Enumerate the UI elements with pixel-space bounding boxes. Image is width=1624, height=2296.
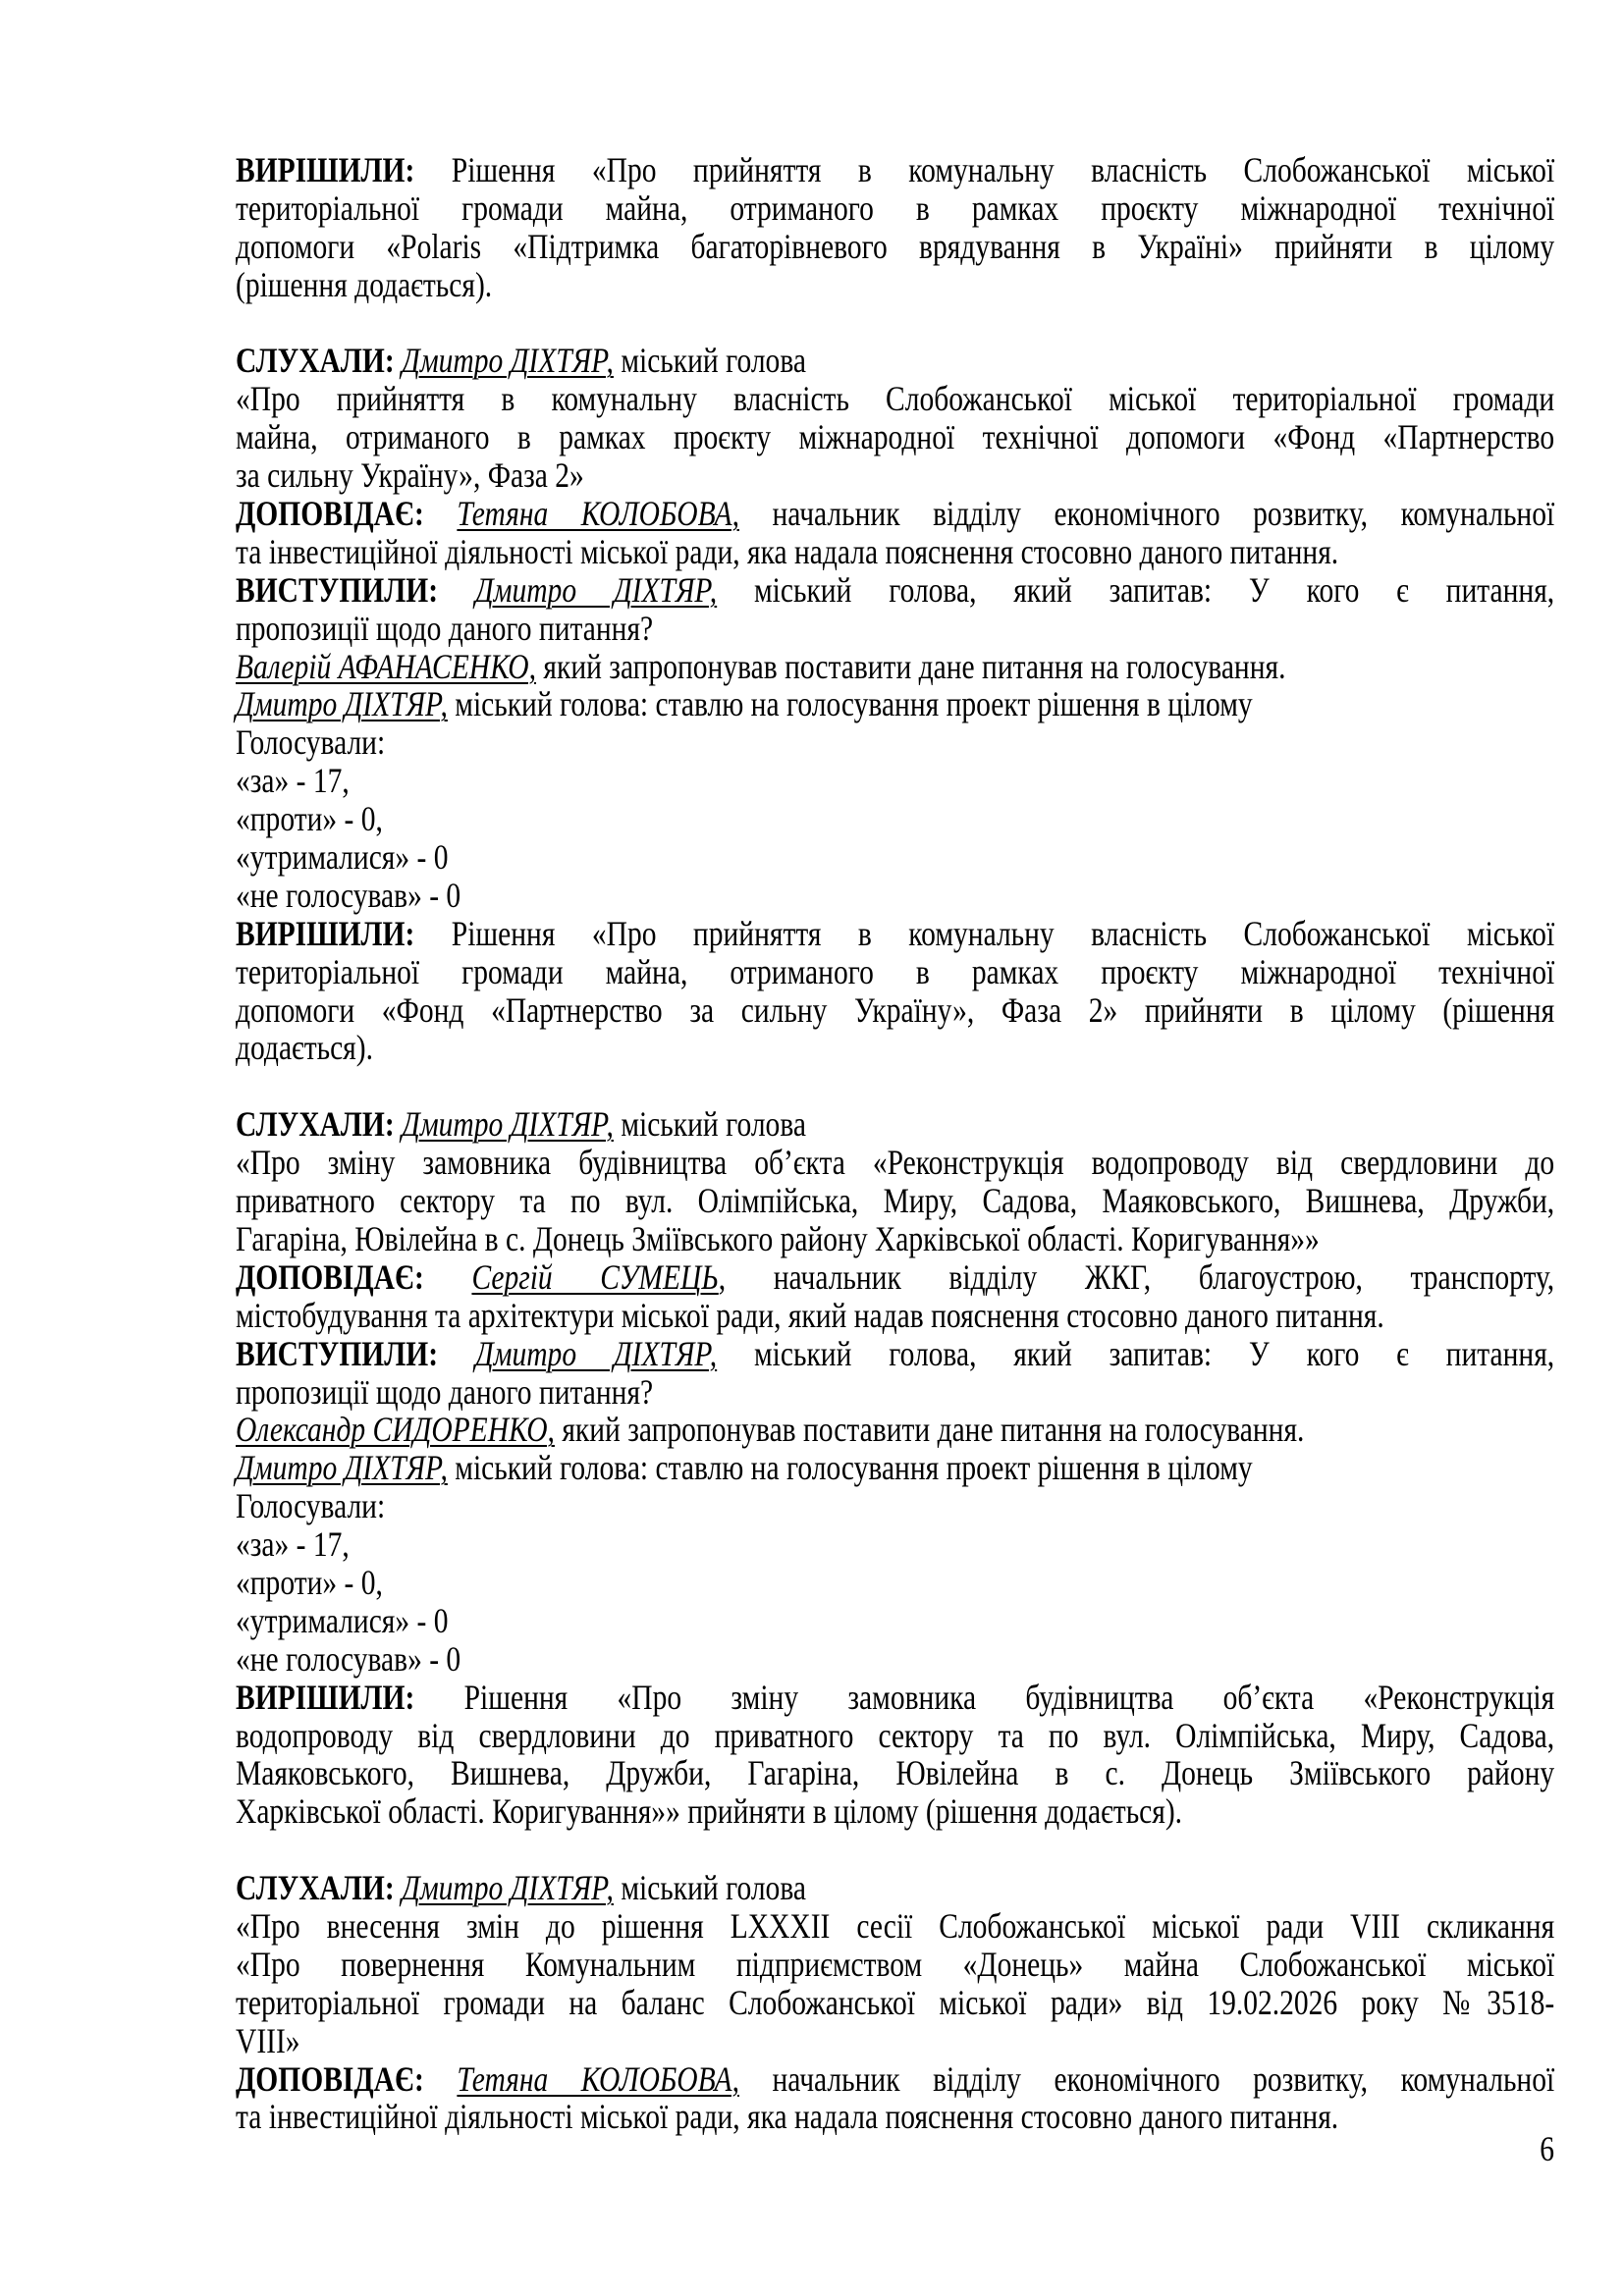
text-line — [236, 228, 1554, 266]
text-line — [236, 380, 1554, 418]
text-line — [236, 1525, 1554, 1564]
text-line — [236, 723, 1554, 762]
body-text: «проти» - 0, — [236, 1562, 383, 1602]
page-number: 6 — [1540, 2129, 1554, 2168]
section-label: СЛУХАЛИ: — [236, 1868, 403, 1908]
speaker-name: Дмитро ДІХТЯР, — [474, 1333, 718, 1373]
text-line — [236, 2060, 1554, 2099]
text-line — [236, 1411, 1554, 1449]
speaker-name: Тетяна КОЛОБОВА, — [457, 494, 739, 534]
text-line — [236, 1105, 1554, 1144]
body-text: допомоги «Polaris «Підтримка багаторівневого врядування в Україні» прийняти в цілому — [236, 226, 1555, 266]
text-line — [236, 1946, 1554, 1984]
text-line — [236, 533, 1554, 571]
speaker-name: Сергій СУМЕЦЬ — [471, 1256, 719, 1297]
body-text: міський голова: ставлю на голосування проект рішення в цілому — [447, 684, 1253, 724]
body-text: водопроводу від свердловини до приватного сектору та по вул. Олімпійська, Миру, Садова, — [236, 1715, 1555, 1755]
text-line — [236, 1029, 1554, 1067]
text-line — [236, 151, 1554, 189]
text-line — [236, 762, 1554, 800]
speaker-name: Валерій АФАНАСЕНКО, — [236, 646, 537, 686]
body-text: майна, отриманого в рамках проєкту міжнародної технічної допомоги «Фонд «Партнерство — [236, 417, 1555, 457]
text-line — [236, 1792, 1554, 1831]
text-line — [236, 495, 1554, 533]
section-label: СЛУХАЛИ: — [236, 1104, 403, 1145]
body-text: територіальної громади майна, отриманого в рамках проєкту міжнародної технічної — [236, 187, 1555, 228]
blank-line — [236, 1831, 1554, 1869]
speaker-name: Дмитро ДІХТЯР, — [402, 341, 614, 381]
section-label: ВИСТУПИЛИ: — [236, 1333, 475, 1373]
section-label: ДОПОВІДАЄ: — [236, 494, 458, 534]
text-line — [236, 953, 1554, 991]
body-text: міський голова, який запитав: У кого є питання, — [717, 1333, 1555, 1373]
body-text: VIII» — [236, 2020, 300, 2060]
text-line — [236, 1487, 1554, 1525]
body-text: Харківської області. Коригування»» прийняти в цілому (рішення додається). — [236, 1791, 1183, 1832]
text-line — [236, 1984, 1554, 2022]
blank-line — [236, 1067, 1554, 1105]
text-line — [236, 685, 1554, 723]
text-line — [236, 571, 1554, 610]
section-label: ВИРІШИЛИ: — [236, 150, 415, 189]
body-text: та інвестиційної діяльності міської ради, яка надала пояснення стосовно даного питання. — [236, 531, 1339, 571]
blank-line — [236, 304, 1554, 343]
body-text: «Про зміну замовника будівництва об’єкта «Реконструкція водопроводу від свердловини до — [236, 1143, 1555, 1183]
body-text: міський голова, який запитав: У кого є питання, — [717, 569, 1555, 610]
section-label: СЛУХАЛИ: — [236, 341, 403, 381]
body-text: (рішення додається). — [236, 264, 493, 304]
text-line — [236, 877, 1554, 915]
body-text: Голосували: — [236, 722, 386, 763]
text-line — [236, 1182, 1554, 1220]
body-text: приватного сектору та по вул. Олімпійська, Миру, Садова, Маяковського, Вишнева, Дружби, — [236, 1181, 1555, 1221]
text-line — [236, 1679, 1554, 1717]
section-label: ВИСТУПИЛИ: — [236, 569, 475, 610]
body-text: , начальник відділу ЖКГ, благоустрою, транспорту, — [718, 1256, 1555, 1297]
body-text: начальник відділу економічного розвитку, комунальної — [738, 494, 1555, 534]
text-line — [236, 456, 1554, 495]
text-line — [236, 1297, 1554, 1335]
body-text: пропозиції щодо даного питання? — [236, 1371, 654, 1412]
body-text: «проти» - 0, — [236, 799, 383, 839]
speaker-name: Дмитро ДІХТЯР, — [402, 1104, 614, 1145]
section-label: ДОПОВІДАЄ: — [236, 1256, 472, 1297]
body-text: який запропонував поставити дане питання на голосування. — [536, 646, 1286, 686]
body-text: який запропонував поставити дане питання на голосування. — [554, 1410, 1305, 1450]
body-text: «за» - 17, — [236, 1524, 350, 1565]
section-label: ВИРІШИЛИ: — [236, 1677, 415, 1717]
body-text: начальник відділу економічного розвитку, комунальної — [738, 2058, 1555, 2099]
text-line — [236, 1717, 1554, 1755]
body-text: «Про внесення змін до рішення LXXXII сесії Слобожанської міської ради VIII скликання — [236, 1905, 1555, 1946]
body-text: «утрималися» - 0 — [236, 837, 449, 878]
body-text: Маяковського, Вишнева, Дружби, Гагаріна, Ювілейна в с. Донець Зміївського району — [236, 1753, 1555, 1793]
text-line — [236, 838, 1554, 877]
body-text: територіальної громади на баланс Слобожанської міської ради» від 19.02.2026 року №3518- — [236, 1982, 1555, 2022]
body-text: міський голова — [613, 341, 806, 381]
text-line — [236, 342, 1554, 380]
body-text: пропозиції щодо даного питання? — [236, 608, 654, 648]
text-line — [236, 1564, 1554, 1602]
text-line — [236, 1640, 1554, 1679]
text-line — [236, 1258, 1554, 1297]
text-line — [236, 1220, 1554, 1258]
text-line — [236, 1449, 1554, 1487]
body-text: міський голова — [613, 1104, 806, 1145]
text-line — [236, 418, 1554, 456]
body-text: міський голова — [613, 1868, 806, 1908]
text-line — [236, 800, 1554, 838]
text-line — [236, 1335, 1554, 1373]
body-text: Голосували: — [236, 1486, 386, 1526]
body-text: допомоги «Фонд «Партнерство за сильну Україну», Фаза 2» прийняти в цілому (рішення — [236, 989, 1555, 1030]
body-text: Рішення «Про прийняття в комунальну власність Слобожанської міської — [414, 150, 1555, 189]
text-line — [236, 991, 1554, 1030]
text-line — [236, 1373, 1554, 1412]
text-line — [236, 1869, 1554, 1907]
text-line — [236, 610, 1554, 648]
text-line — [236, 1907, 1554, 1946]
document-body — [236, 151, 1554, 2136]
body-text: містобудування та архітектури міської ради, який надав пояснення стосовно даного питання. — [236, 1295, 1384, 1335]
body-text: «не голосував» - 0 — [236, 875, 461, 915]
body-text: Гагаріна, Ювілейна в с. Донець Зміївського району Харківської області. Коригування»» — [236, 1218, 1320, 1258]
body-text: «не голосував» - 0 — [236, 1638, 461, 1679]
text-line — [236, 2098, 1554, 2136]
text-line — [236, 1144, 1554, 1182]
text-line — [236, 189, 1554, 228]
text-line — [236, 1754, 1554, 1792]
speaker-name: Дмитро ДІХТЯР, — [402, 1868, 614, 1908]
body-text: та інвестиційної діяльності міської ради, яка надала пояснення стосовно даного питання. — [236, 2097, 1339, 2137]
body-text: Рішення «Про прийняття в комунальну власність Слобожанської міської — [414, 913, 1555, 953]
body-text: «Про повернення Комунальним підприємством «Донець» майна Слобожанської міської — [236, 1944, 1555, 1984]
text-line — [236, 1602, 1554, 1640]
speaker-name: Дмитро ДІХТЯР, — [236, 684, 448, 724]
speaker-name: Дмитро ДІХТЯР, — [236, 1448, 448, 1488]
section-label: ВИРІШИЛИ: — [236, 913, 415, 953]
text-line — [236, 2022, 1554, 2060]
body-text: за сильну Україну», Фаза 2» — [236, 455, 584, 496]
body-text: додається). — [236, 1028, 373, 1068]
body-text: «за» - 17, — [236, 761, 350, 801]
speaker-name: Олександр СИДОРЕНКО, — [236, 1410, 555, 1450]
speaker-name: Тетяна КОЛОБОВА, — [457, 2058, 739, 2099]
text-line — [236, 648, 1554, 686]
body-text: «Про прийняття в комунальну власність Слобожанської міської територіальної громади — [236, 379, 1555, 419]
text-line — [236, 266, 1554, 304]
body-text: міський голова: ставлю на голосування проект рішення в цілому — [447, 1448, 1253, 1488]
speaker-name: Дмитро ДІХТЯР, — [474, 569, 718, 610]
text-line — [236, 915, 1554, 953]
section-label: ДОПОВІДАЄ: — [236, 2058, 458, 2099]
body-text: «утрималися» - 0 — [236, 1600, 449, 1640]
body-text: Рішення «Про зміну замовника будівництва об’єкта «Реконструкція — [414, 1677, 1555, 1717]
body-text: територіальної громади майна, отриманого в рамках проєкту міжнародної технічної — [236, 951, 1555, 991]
